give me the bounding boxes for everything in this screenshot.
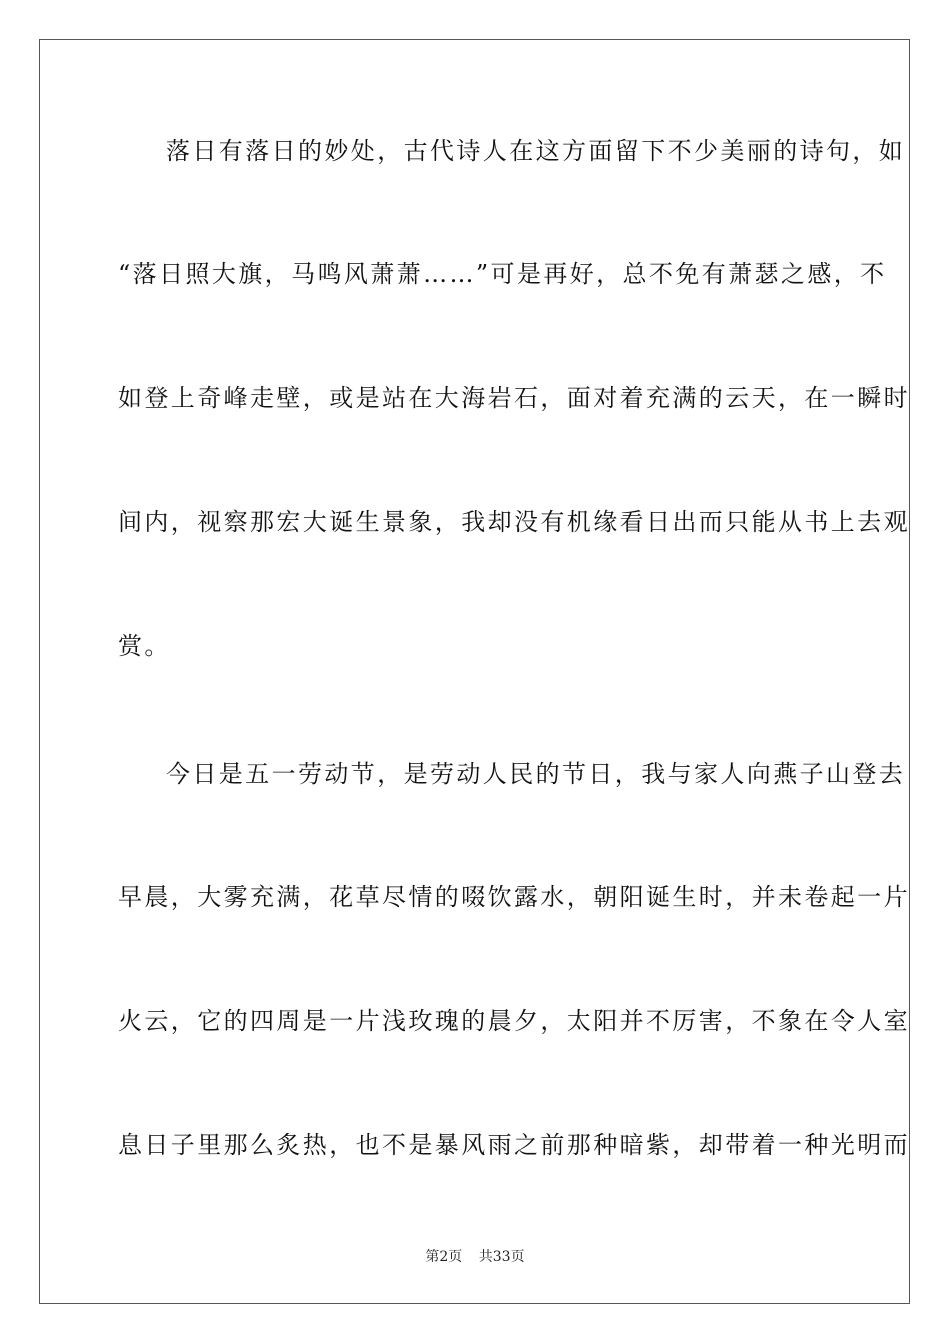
paragraph-1-line-1: 落日有落日的妙处，古代诗人在这方面留下不少美丽的诗句，如 <box>166 137 906 165</box>
paragraph-2-line-3: 火云，它的四周是一片浅玫瑰的晨夕，太阳并不厉害，不象在令人室 <box>118 1007 910 1035</box>
page-border <box>39 39 910 1304</box>
paragraph-1-line-3: 如登上奇峰走壁，或是站在大海岩石，面对着充满的云天，在一瞬时 <box>118 384 910 412</box>
paragraph-1-line-2: “落日照大旗，马鸣风萧萧……”可是再好，总不免有萧瑟之感，不 <box>118 260 887 288</box>
paragraph-1-line-4: 间内，视察那宏大诞生景象，我却没有机缘看日出而只能从书上去观 <box>118 508 910 536</box>
page-number-current: 第2页 <box>425 1249 463 1265</box>
page-footer <box>0 1248 950 1266</box>
paragraph-2-line-4: 息日子里那么炙热，也不是暴风雨之前那种暗紫，却带着一种光明而 <box>118 1131 910 1159</box>
paragraph-2-line-2: 早晨，大雾充满，花草尽情的啜饮露水，朝阳诞生时，并未卷起一片 <box>118 883 910 911</box>
page-number-total: 共33页 <box>478 1249 525 1265</box>
paragraph-2-line-1: 今日是五一劳动节，是劳动人民的节日，我与家人向燕子山登去 <box>166 760 906 788</box>
paragraph-1-line-5: 赏。 <box>118 632 171 660</box>
